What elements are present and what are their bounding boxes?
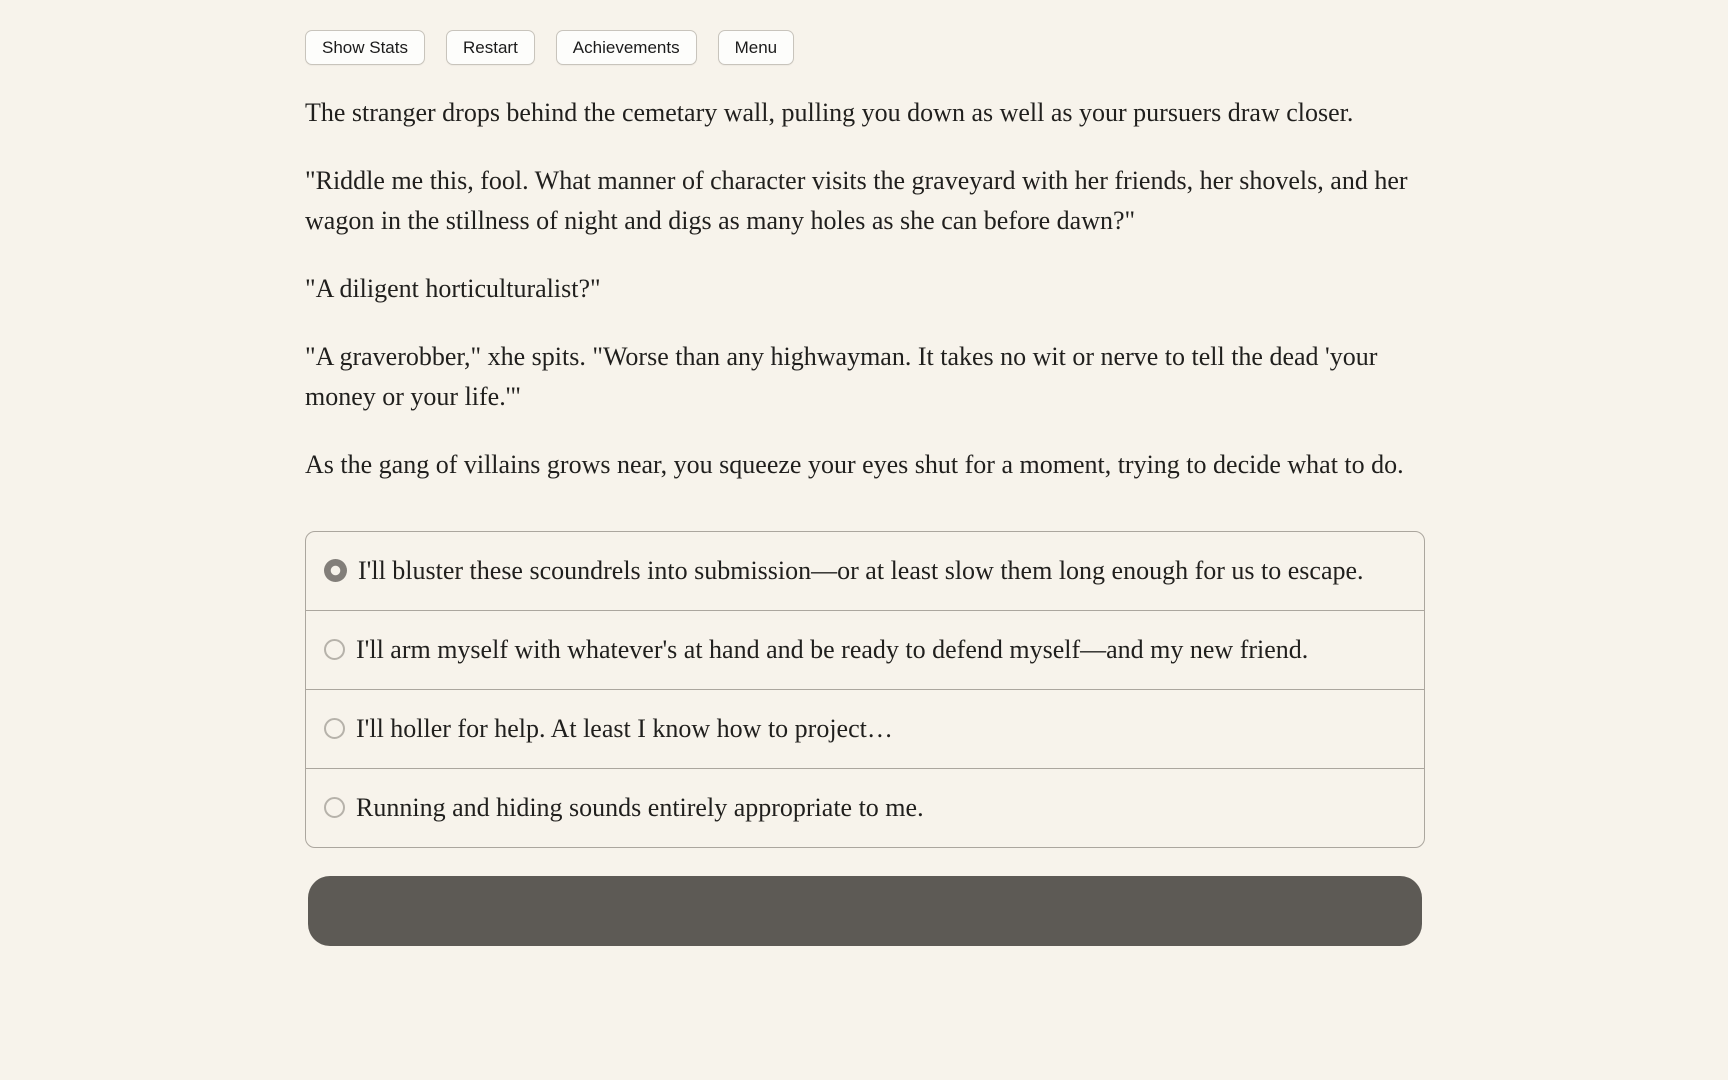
menu-button[interactable]: Menu bbox=[718, 30, 795, 65]
story-text bbox=[305, 93, 1425, 485]
choice-option[interactable] bbox=[306, 532, 1424, 610]
choice-label: Running and hiding sounds entirely appropriate to me. bbox=[356, 793, 924, 822]
choice-option[interactable] bbox=[306, 610, 1424, 689]
next-button[interactable] bbox=[308, 876, 1422, 946]
story-paragraph: "A diligent horticulturalist?" bbox=[305, 274, 601, 303]
choice-label: I'll arm myself with whatever's at hand and be ready to defend myself—and my new friend. bbox=[356, 635, 1309, 664]
radio-icon[interactable] bbox=[324, 718, 345, 739]
radio-icon[interactable] bbox=[324, 559, 347, 582]
choice-label: I'll bluster these scoundrels into submission—or at least slow them long enough for us to escape. bbox=[358, 556, 1364, 585]
story-paragraph: As the gang of villains grows near, you squeeze your eyes shut for a moment, trying to decide what to do. bbox=[305, 450, 1404, 479]
show-stats-button[interactable]: Show Stats bbox=[305, 30, 425, 65]
story-paragraph: The stranger drops behind the cemetary wall, pulling you down as well as your pursuers draw closer. bbox=[305, 98, 1354, 127]
choice-option[interactable] bbox=[306, 768, 1424, 847]
radio-icon[interactable] bbox=[324, 639, 345, 660]
story-paragraph: "Riddle me this, fool. What manner of character visits the graveyard with her friends, her shovels, and her wagon in the stillness of night and digs as many holes as she can before dawn?" bbox=[305, 166, 1408, 235]
achievements-button[interactable]: Achievements bbox=[556, 30, 697, 65]
restart-button[interactable]: Restart bbox=[446, 30, 535, 65]
choice-label: I'll holler for help. At least I know how to project… bbox=[356, 714, 893, 743]
game-page bbox=[305, 0, 1425, 946]
radio-icon[interactable] bbox=[324, 797, 345, 818]
choice-group bbox=[305, 531, 1425, 848]
toolbar bbox=[305, 30, 1425, 65]
story-paragraph: "A graverobber," xhe spits. "Worse than any highwayman. It takes no wit or nerve to tell the dead 'your money or your life.'" bbox=[305, 342, 1378, 411]
choice-option[interactable] bbox=[306, 689, 1424, 768]
